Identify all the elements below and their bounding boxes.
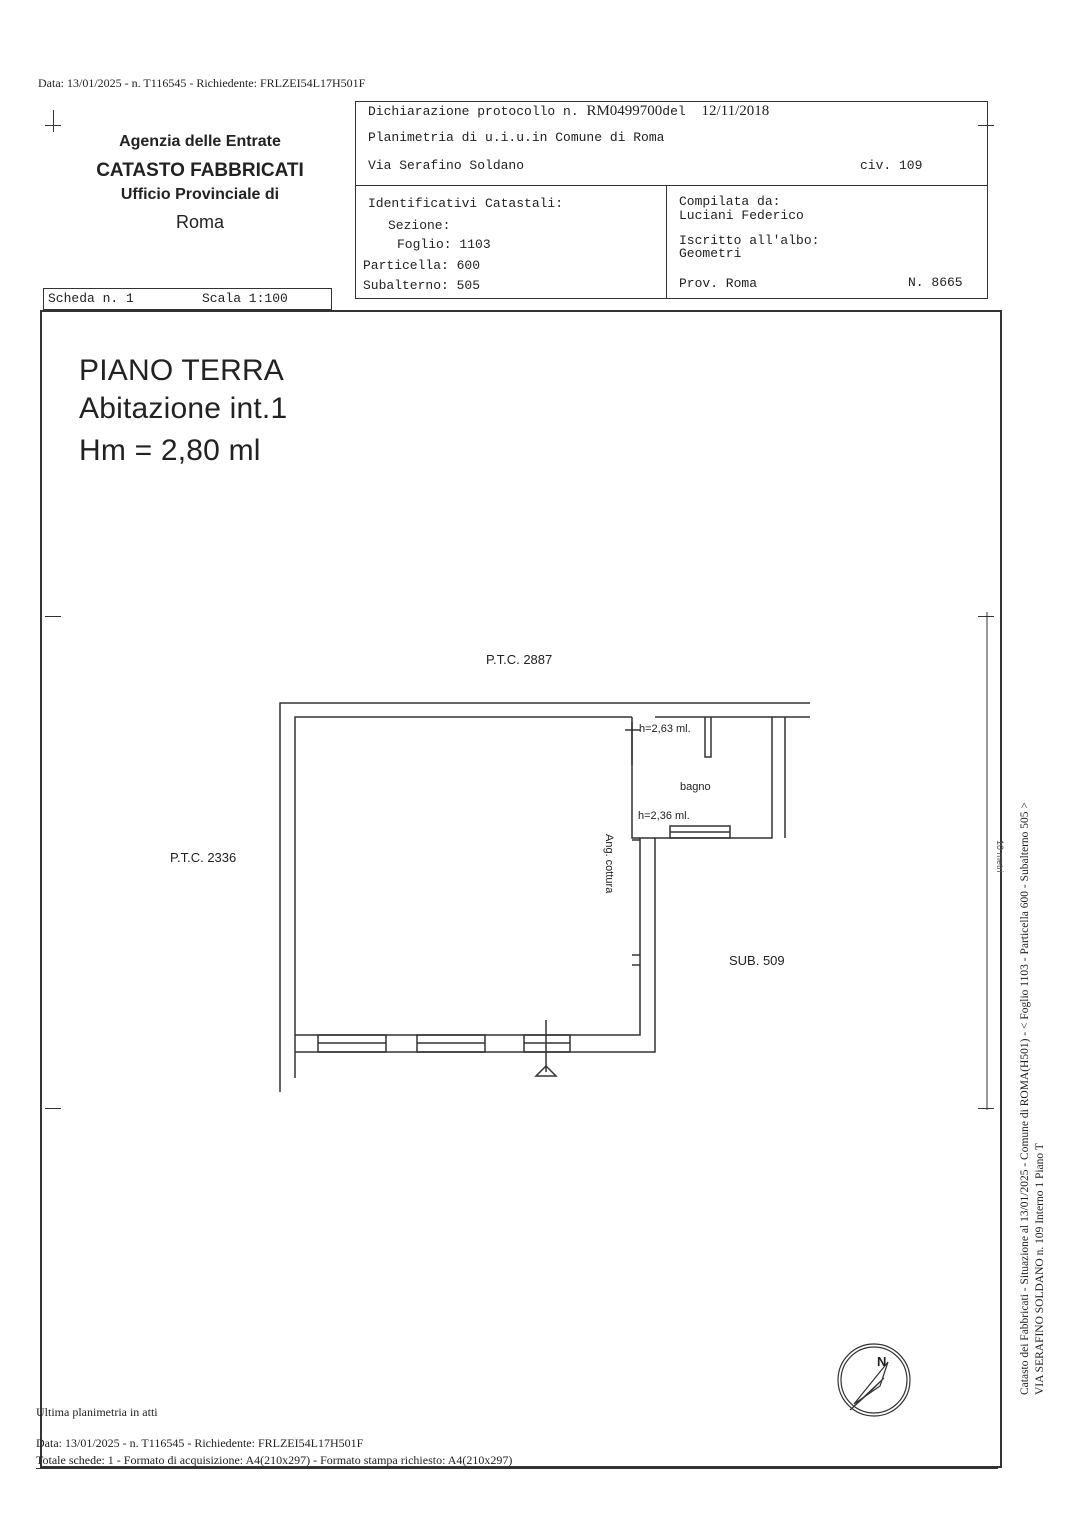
bagno-label: bagno (680, 781, 711, 793)
scheda-label: Scheda n. 1 (48, 291, 134, 306)
side-metadata (1018, 802, 1048, 1395)
request-line: Data: 13/01/2025 - n. T116545 - Richiedente: FRLZEI54L17H501F (38, 76, 366, 90)
bath-partition (705, 717, 711, 757)
dichiarazione-label: Dichiarazione protocollo n. (368, 104, 579, 119)
kitchen-label: Ang. cottura (603, 834, 615, 894)
prov-label: Prov. Roma (679, 276, 758, 291)
outer-wall (280, 703, 810, 1092)
subalterno: Subalterno: 505 (363, 278, 481, 293)
particella: Particella: 600 (363, 258, 481, 273)
agency-name: Agenzia delle Entrate (119, 133, 281, 150)
footer-totale: Totale schede: 1 - Formato di acquisizione: A4(210x297) - Formato stampa richiesto: A4(210x297) (36, 1453, 513, 1467)
identificativi-title: Identificativi Catastali: (368, 196, 564, 211)
footer-ultima: Ultima planimetria in atti (36, 1405, 158, 1419)
protocol-date: 12/11/2018 (701, 103, 770, 119)
catasto-title: CATASTO FABBRICATI (96, 160, 304, 181)
del-label: del (662, 104, 686, 119)
plan-floor-title: PIANO TERRA (79, 354, 285, 387)
side-metadata-line2: VIA SERAFINO SOLDANO n. 109 Interno 1 Piano T (1034, 1143, 1046, 1395)
scala-label: Scala 1:100 (202, 291, 288, 306)
ufficio-label: Ufficio Provinciale di (120, 186, 280, 203)
foglio: Foglio: 1103 (397, 237, 491, 252)
plan-unit-title: Abitazione int.1 (79, 392, 288, 425)
side-metadata-line1: Catasto dei Fabbricati - Situazione al 13/01/2025 - Comune di ROMA(H501) - < Foglio 1103 - Particella 600 - Subalterno 505 > (1019, 802, 1031, 1395)
albo-number: N. 8665 (908, 275, 963, 290)
ptc-top-label: P.T.C. 2887 (486, 652, 553, 667)
civ-number: civ. 109 (860, 158, 923, 173)
compass-north-label: N (877, 1354, 887, 1369)
scale-mark: 10 metri (995, 840, 1005, 873)
height-label-2: h=2,36 ml. (638, 810, 690, 822)
compilata-name: Luciani Federico (679, 208, 804, 223)
protocol-number: RM0499700 (586, 103, 663, 119)
via-line: Via Serafino Soldano (368, 158, 525, 173)
plan-height: Hm = 2,80 ml (79, 434, 261, 467)
sub-label: SUB. 509 (729, 953, 785, 968)
ptc-left-label: P.T.C. 2336 (170, 850, 237, 865)
inner-bottom-wall (295, 838, 655, 1035)
height-label-1: h=2,63 ml. (639, 723, 691, 735)
planimetria-line: Planimetria di u.i.u.in Comune di Roma (368, 130, 665, 145)
bathroom-kitchen-wall (295, 717, 772, 1052)
albo-value: Geometri (679, 246, 742, 261)
footer-rule (36, 1468, 998, 1469)
footer-data: Data: 13/01/2025 - n. T116545 - Richiedente: FRLZEI54L17H501F (36, 1436, 364, 1450)
inner-wall-top (295, 717, 632, 1078)
compilata-label: Compilata da: (679, 194, 781, 209)
city-label: Roma (175, 212, 224, 232)
iscritto-label: Iscritto all'albo: (679, 233, 820, 248)
compass-icon (838, 1344, 910, 1416)
sezione: Sezione: (388, 218, 451, 233)
